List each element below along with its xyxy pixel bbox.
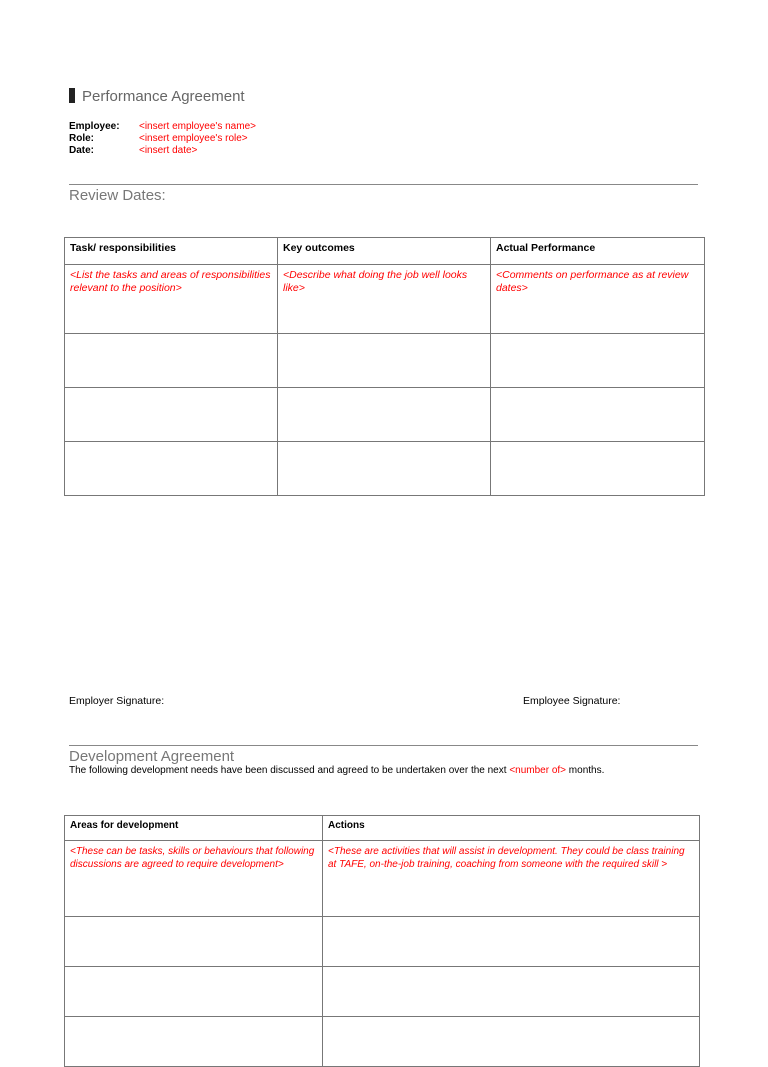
table-row <box>65 967 700 1017</box>
review-table <box>64 237 705 496</box>
employee-signature-label: Employee Signature: <box>523 695 621 707</box>
header-key-outcomes: Key outcomes <box>278 238 491 265</box>
performance-cell[interactable]: <Comments on performance as at review dates> <box>491 265 705 334</box>
header-actual-performance: Actual Performance <box>491 238 705 265</box>
table-row <box>65 841 700 917</box>
page-title <box>69 88 245 105</box>
development-table <box>64 815 700 1067</box>
header-task: Task/ responsibilities <box>65 238 278 265</box>
action-cell[interactable] <box>323 917 700 967</box>
development-heading: Development Agreement <box>69 748 235 765</box>
outcome-cell[interactable] <box>278 388 491 442</box>
action-cell[interactable] <box>323 967 700 1017</box>
intro-text-start: The following development needs have been discussed and agreed to be undertaken over the next <box>69 765 510 776</box>
review-heading: Review Dates: <box>69 187 166 204</box>
performance-cell[interactable] <box>491 388 705 442</box>
employee-row <box>69 121 256 133</box>
area-cell[interactable]: <These can be tasks, skills or behaviours that following discussions are agreed to require development> <box>65 841 323 917</box>
role-label: Role: <box>69 133 94 144</box>
area-cell[interactable] <box>65 967 323 1017</box>
review-table-header <box>65 238 705 265</box>
date-label: Date: <box>69 145 95 156</box>
intro-text-end: months. <box>566 765 605 776</box>
employee-value: <insert employee's name> <box>139 121 256 132</box>
performance-cell[interactable] <box>491 442 705 496</box>
page-title-text: Performance Agreement <box>82 88 245 105</box>
table-row <box>65 442 705 496</box>
header-areas-for-development: Areas for development <box>65 816 323 841</box>
table-row <box>65 917 700 967</box>
development-divider <box>69 745 698 746</box>
employee-info <box>69 121 256 157</box>
outcome-cell[interactable] <box>278 334 491 388</box>
table-row <box>65 388 705 442</box>
role-row <box>69 133 256 145</box>
intro-placeholder: <number of> <box>509 765 567 776</box>
employee-label: Employee: <box>69 121 120 132</box>
action-cell[interactable]: <These are activities that will assist in development. They could be class training at TAFE, on-the-job training, coaching from someone with the required skill > <box>323 841 700 917</box>
area-cell[interactable] <box>65 917 323 967</box>
area-cell[interactable] <box>65 1017 323 1067</box>
task-cell[interactable] <box>65 334 278 388</box>
development-intro <box>69 765 604 776</box>
date-row <box>69 145 256 157</box>
role-value: <insert employee's role> <box>139 133 248 144</box>
performance-cell[interactable] <box>491 334 705 388</box>
table-row <box>65 1017 700 1067</box>
date-value: <insert date> <box>139 145 198 156</box>
review-divider <box>69 184 698 185</box>
table-row <box>65 265 705 334</box>
table-row <box>65 334 705 388</box>
task-cell[interactable] <box>65 442 278 496</box>
outcome-cell[interactable]: <Describe what doing the job well looks like> <box>278 265 491 334</box>
header-actions: Actions <box>323 816 700 841</box>
task-cell[interactable] <box>65 388 278 442</box>
outcome-cell[interactable] <box>278 442 491 496</box>
task-cell[interactable]: <List the tasks and areas of responsibilities relevant to the position> <box>65 265 278 334</box>
employer-signature-label: Employer Signature: <box>69 695 165 707</box>
title-bar-marker <box>69 88 75 103</box>
action-cell[interactable] <box>323 1017 700 1067</box>
development-table-header <box>65 816 700 841</box>
